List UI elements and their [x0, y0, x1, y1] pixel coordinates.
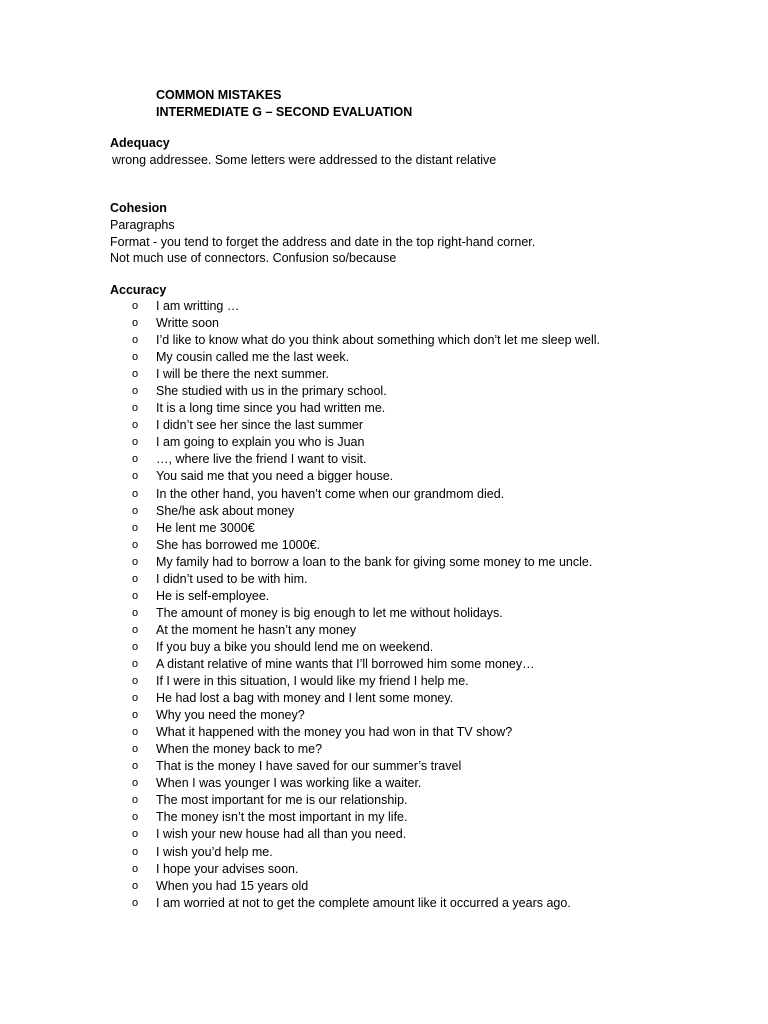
list-item [132, 878, 600, 895]
list-item [132, 656, 600, 673]
list-item-text: Why you need the money? [156, 708, 305, 723]
bullet-icon: o [132, 351, 139, 364]
list-item [132, 673, 600, 690]
list-item-text: When the money back to me? [156, 742, 323, 757]
bullet-icon: o [132, 760, 139, 773]
list-item-text: I wish your new house had all than you need. [156, 827, 407, 842]
bullet-icon: o [132, 402, 139, 415]
title-line-1: COMMON MISTAKES [156, 88, 282, 102]
bullet-icon: o [132, 470, 139, 483]
bullet-icon: o [132, 419, 139, 432]
list-item [132, 537, 600, 554]
bullet-icon: o [132, 317, 139, 330]
cohesion-heading: Cohesion [110, 201, 167, 215]
bullet-icon: o [132, 538, 139, 551]
list-item-text: I am going to explain you who is Juan [156, 435, 365, 450]
list-item [132, 622, 600, 639]
list-item-text: It is a long time since you had written me. [156, 401, 386, 416]
list-item-text: If you buy a bike you should lend me on weekend. [156, 639, 434, 654]
list-item [132, 315, 600, 332]
list-item-text: The money isn’t the most important in my life. [156, 810, 408, 825]
cohesion-line: Format - you tend to forget the address and date in the top right-hand corner. [110, 234, 536, 249]
bullet-icon: o [132, 487, 139, 500]
list-item-text: I am worried at not to get the complete amount like it occurred a years ago. [156, 895, 571, 910]
list-item-text: …, where live the friend I want to visit. [156, 452, 367, 467]
list-item [132, 400, 600, 417]
list-item [132, 554, 600, 571]
list-item [132, 486, 600, 503]
list-item-text: If I were in this situation, I would like my friend I help me. [156, 674, 469, 689]
accuracy-list [132, 298, 600, 912]
list-item-text: A distant relative of mine wants that I’ll borrowed him some money… [156, 656, 535, 671]
cohesion-line: Not much use of connectors. Confusion so/because [110, 251, 397, 265]
list-item-text: He lent me 3000€ [156, 520, 255, 535]
list-item-text: When I was younger I was working like a waiter. [156, 776, 422, 791]
bullet-icon: o [132, 606, 139, 619]
bullet-icon: o [132, 300, 139, 312]
list-item [132, 861, 600, 878]
accuracy-heading: Accuracy [110, 283, 167, 297]
bullet-icon: o [132, 896, 139, 909]
list-item [132, 468, 600, 485]
bullet-icon: o [132, 368, 139, 381]
list-item-text: I will be there the next summer. [156, 367, 329, 382]
list-item-text: The amount of money is big enough to let me without holidays. [156, 605, 503, 620]
bullet-icon: o [132, 334, 139, 347]
bullet-icon: o [132, 385, 139, 398]
list-item [132, 792, 600, 809]
list-item [132, 383, 600, 400]
list-item [132, 503, 600, 520]
list-item-text: He had lost a bag with money and I lent some money. [156, 691, 454, 706]
list-item-text: The most important for me is our relationship. [156, 793, 408, 808]
list-item-text: Writte soon [156, 316, 219, 331]
list-item [132, 588, 600, 605]
list-item-text: She has borrowed me 1000€. [156, 537, 320, 552]
list-item [132, 520, 600, 537]
list-item-text: What it happened with the money you had won in that TV show? [156, 725, 513, 740]
list-item [132, 349, 600, 366]
list-item [132, 571, 600, 588]
bullet-icon: o [132, 675, 139, 688]
bullet-icon: o [132, 692, 139, 705]
list-item [132, 895, 600, 912]
bullet-icon: o [132, 453, 139, 466]
list-item-text: She/he ask about money [156, 503, 295, 518]
bullet-icon: o [132, 828, 139, 841]
bullet-icon: o [132, 879, 139, 892]
cohesion-lines [110, 217, 535, 267]
list-item [132, 707, 600, 724]
list-item-text: In the other hand, you haven’t come when our grandmom died. [156, 486, 505, 501]
bullet-icon: o [132, 623, 139, 636]
bullet-icon: o [132, 743, 139, 756]
list-item [132, 605, 600, 622]
list-item [132, 775, 600, 792]
list-item-text: My cousin called me the last week. [156, 350, 350, 365]
list-item [132, 332, 600, 349]
bullet-icon: o [132, 657, 139, 670]
list-item [132, 741, 600, 758]
bullet-icon: o [132, 436, 139, 449]
list-item-text: I hope your advises soon. [156, 861, 299, 876]
list-item [132, 298, 600, 315]
list-item [132, 639, 600, 656]
title-line-2: INTERMEDIATE G – SECOND EVALUATION [156, 105, 413, 119]
list-item-text: When you had 15 years old [156, 878, 309, 893]
list-item [132, 844, 600, 861]
list-item-text: I’d like to know what do you think about something which don’t let me sleep well. [156, 333, 600, 348]
list-item-text: That is the money I have saved for our summer’s travel [156, 759, 462, 774]
list-item [132, 366, 600, 383]
bullet-icon: o [132, 555, 139, 568]
bullet-icon: o [132, 572, 139, 585]
list-item [132, 826, 600, 843]
cohesion-line: Paragraphs [110, 218, 175, 232]
bullet-icon: o [132, 589, 139, 602]
list-item-text: I didn’t see her since the last summer [156, 418, 364, 433]
list-item-text: I am writting … [156, 299, 240, 313]
list-item-text: He is self-employee. [156, 588, 270, 603]
adequacy-text: wrong addressee. Some letters were addressed to the distant relative [112, 153, 497, 167]
bullet-icon: o [132, 640, 139, 653]
bullet-icon: o [132, 726, 139, 739]
list-item [132, 451, 600, 468]
list-item-text: At the moment he hasn’t any money [156, 622, 357, 637]
bullet-icon: o [132, 709, 139, 722]
bullet-icon: o [132, 794, 139, 807]
bullet-icon: o [132, 811, 139, 824]
bullet-icon: o [132, 504, 139, 517]
bullet-icon: o [132, 521, 139, 534]
bullet-icon: o [132, 862, 139, 875]
list-item [132, 417, 600, 434]
list-item-text: I didn’t used to be with him. [156, 571, 308, 586]
list-item [132, 758, 600, 775]
list-item-text: You said me that you need a bigger house. [156, 469, 394, 484]
list-item [132, 724, 600, 741]
list-item-text: She studied with us in the primary school. [156, 384, 387, 399]
list-item [132, 809, 600, 826]
bullet-icon: o [132, 845, 139, 858]
list-item-text: I wish you’d help me. [156, 844, 273, 859]
document-title [156, 87, 412, 121]
list-item [132, 690, 600, 707]
list-item [132, 434, 600, 451]
list-item-text: My family had to borrow a loan to the bank for giving some money to me uncle. [156, 554, 593, 569]
bullet-icon: o [132, 777, 139, 790]
adequacy-heading: Adequacy [110, 136, 170, 150]
